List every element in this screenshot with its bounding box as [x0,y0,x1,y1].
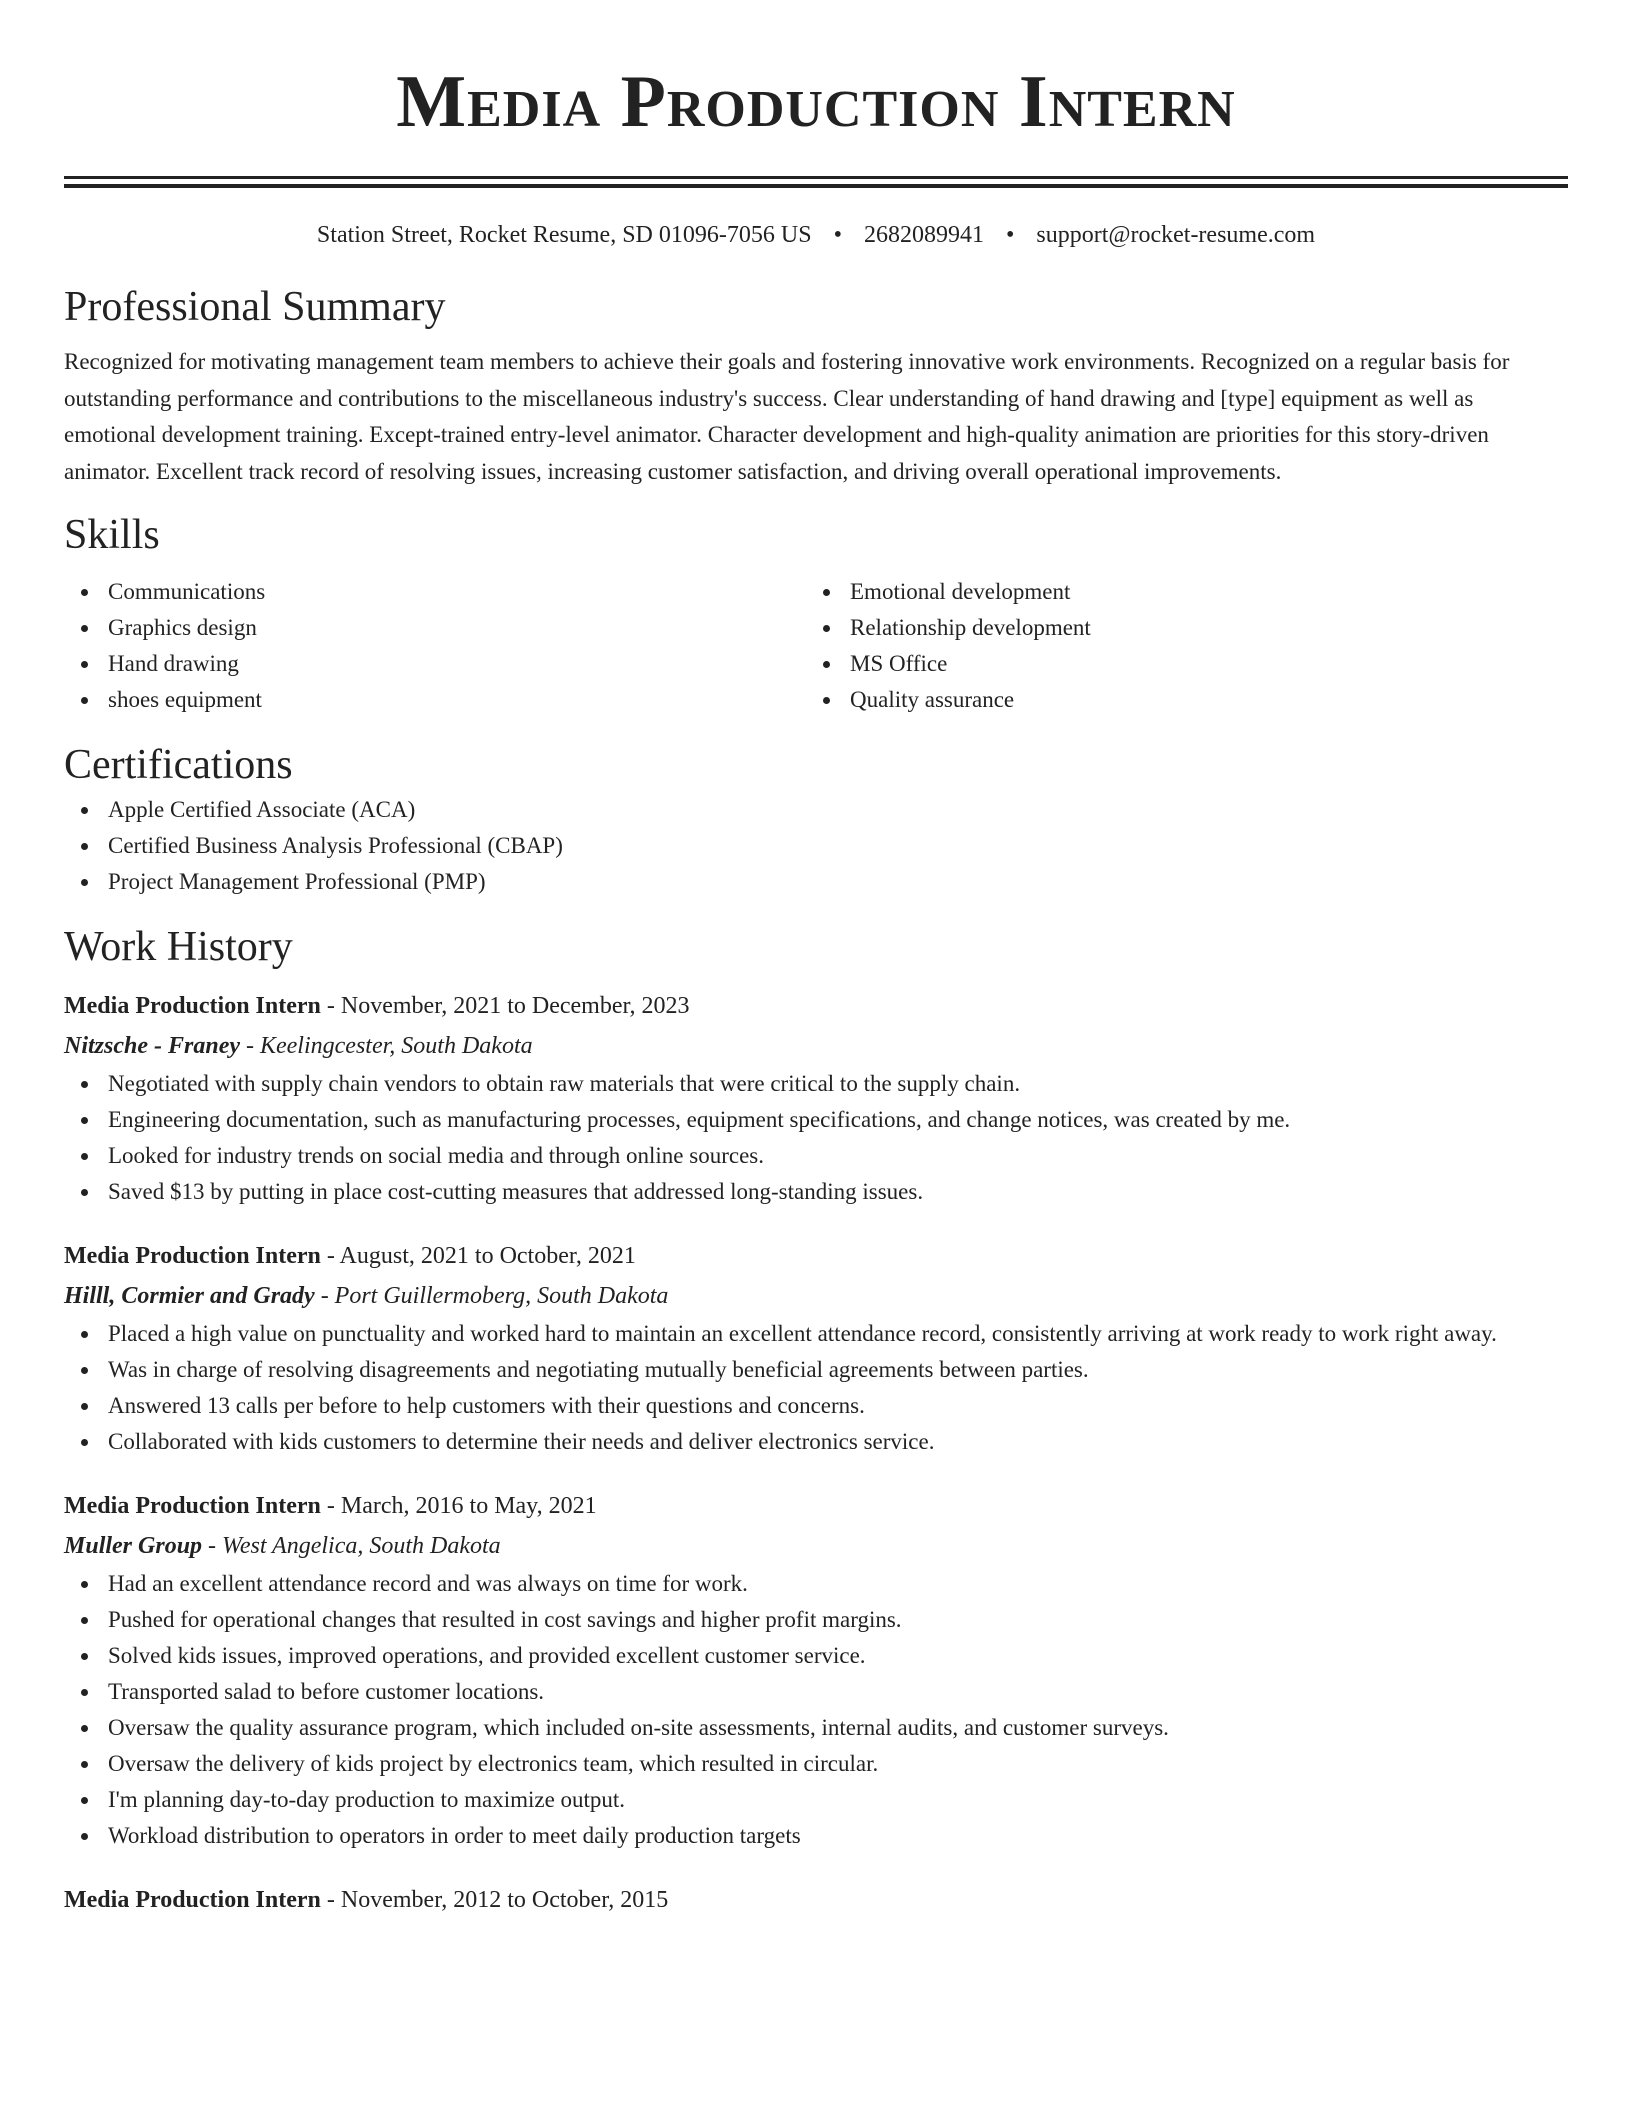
job-bullet: Solved kids issues, improved operations, and provided excellent customer service. [108,1638,1568,1674]
job-title-line [64,1236,1568,1276]
job-entry [64,986,1568,1210]
job-bullet: Oversaw the delivery of kids project by electronics team, which resulted in circular. [108,1746,1568,1782]
skill-item: Quality assurance [850,682,1548,718]
job-bullet: I'm planning day-to-day production to maximize output. [108,1782,1568,1818]
job-bullets [64,1316,1568,1460]
skills-heading: Skills [64,512,160,558]
summary-text: Recognized for motivating management team members to achieve their goals and fostering innovative work environments. Recognized on a regular basis for outstanding performance and contributions to the miscellaneous industry's success. Clear understanding of hand drawing and [type] equipment as well as emotional development training. Except-trained entry-level animator. Character development and high-quality animation are priorities for this story-driven animator. Excellent track record of resolving issues, increasing customer satisfaction, and driving overall operational improvements. [64,349,1510,484]
job-company: Hilll, Cormier and Grady [64,1283,315,1309]
skill-item: Relationship development [850,610,1548,646]
job-entry [64,1880,1568,1920]
skills-column-left [64,574,806,718]
job-dates: - August, 2021 to October, 2021 [320,1243,636,1269]
job-location: - Keelingcester, South Dakota [240,1033,533,1059]
contact-line [64,218,1568,252]
certification-item: Apple Certified Associate (ACA) [108,792,1568,828]
job-title-line [64,986,1568,1026]
certifications-heading: Certifications [64,742,293,788]
resume-name: Media Production Intern [396,61,1236,143]
header-rule-bottom [64,184,1568,188]
skill-item: Emotional development [850,574,1548,610]
contact-separator: • [1005,222,1015,248]
job-bullet: Negotiated with supply chain vendors to obtain raw materials that were critical to the supply chain. [108,1066,1568,1102]
skill-item: Communications [108,574,806,610]
job-bullet: Had an excellent attendance record and was always on time for work. [108,1566,1568,1602]
job-dates: - November, 2012 to October, 2015 [320,1887,669,1913]
contact-separator: • [833,222,842,248]
job-title-line [64,1486,1568,1526]
skill-item: Graphics design [108,610,806,646]
skill-item: MS Office [850,646,1548,682]
job-bullet: Placed a high value on punctuality and worked hard to maintain an excellent attendance record, consistently arriving at work ready to work right away. [108,1316,1568,1352]
job-location: - West Angelica, South Dakota [202,1533,501,1559]
job-bullets [64,1566,1568,1854]
job-title-line [64,1880,1568,1920]
work-history-heading: Work History [64,924,293,970]
job-entry [64,1486,1568,1854]
job-bullet: Oversaw the quality assurance program, which included on-site assessments, internal audits, and customer surveys. [108,1710,1568,1746]
job-bullet: Saved $13 by putting in place cost-cutting measures that addressed long-standing issues. [108,1174,1568,1210]
job-bullet: Answered 13 calls per before to help customers with their questions and concerns. [108,1388,1568,1424]
skill-item: Hand drawing [108,646,806,682]
certification-item: Certified Business Analysis Professional (CBAP) [108,828,1568,864]
job-dates: - March, 2016 to May, 2021 [320,1493,597,1519]
job-bullet: Was in charge of resolving disagreements and negotiating mutually beneficial agreements between parties. [108,1352,1568,1388]
job-bullet: Workload distribution to operators in order to meet daily production targets [108,1818,1568,1854]
job-bullet: Engineering documentation, such as manufacturing processes, equipment specifications, and change notices, was created by me. [108,1102,1568,1138]
job-title: Media Production Intern [64,1243,321,1269]
job-title: Media Production Intern [64,1493,321,1519]
job-entry [64,1236,1568,1460]
summary-heading: Professional Summary [64,284,446,330]
skills-column-right [806,574,1548,718]
job-company: Nitzsche - Franey [64,1033,240,1059]
certification-item: Project Management Professional (PMP) [108,864,1568,900]
skill-item: shoes equipment [108,682,806,718]
contact-address: Station Street, Rocket Resume, SD 01096-7056 US [316,222,812,248]
job-location: - Port Guillermoberg, South Dakota [314,1283,669,1309]
job-bullets [64,1066,1568,1210]
job-bullet: Collaborated with kids customers to determine their needs and deliver electronics service. [108,1424,1568,1460]
job-company-line [64,1526,1568,1566]
header-rule-top [64,176,1568,179]
job-company: Muller Group [64,1533,203,1559]
skills-grid [64,574,1568,718]
contact-email: support@rocket-resume.com [1036,222,1316,248]
job-title: Media Production Intern [64,1887,321,1913]
contact-phone: 2682089941 [863,222,984,248]
job-bullet: Looked for industry trends on social media and through online sources. [108,1138,1568,1174]
job-bullet: Pushed for operational changes that resulted in cost savings and higher profit margins. [108,1602,1568,1638]
job-company-line [64,1276,1568,1316]
certifications-list [64,792,1568,900]
job-dates: - November, 2021 to December, 2023 [320,993,690,1019]
job-title: Media Production Intern [64,993,321,1019]
job-company-line [64,1026,1568,1066]
job-bullet: Transported salad to before customer locations. [108,1674,1568,1710]
